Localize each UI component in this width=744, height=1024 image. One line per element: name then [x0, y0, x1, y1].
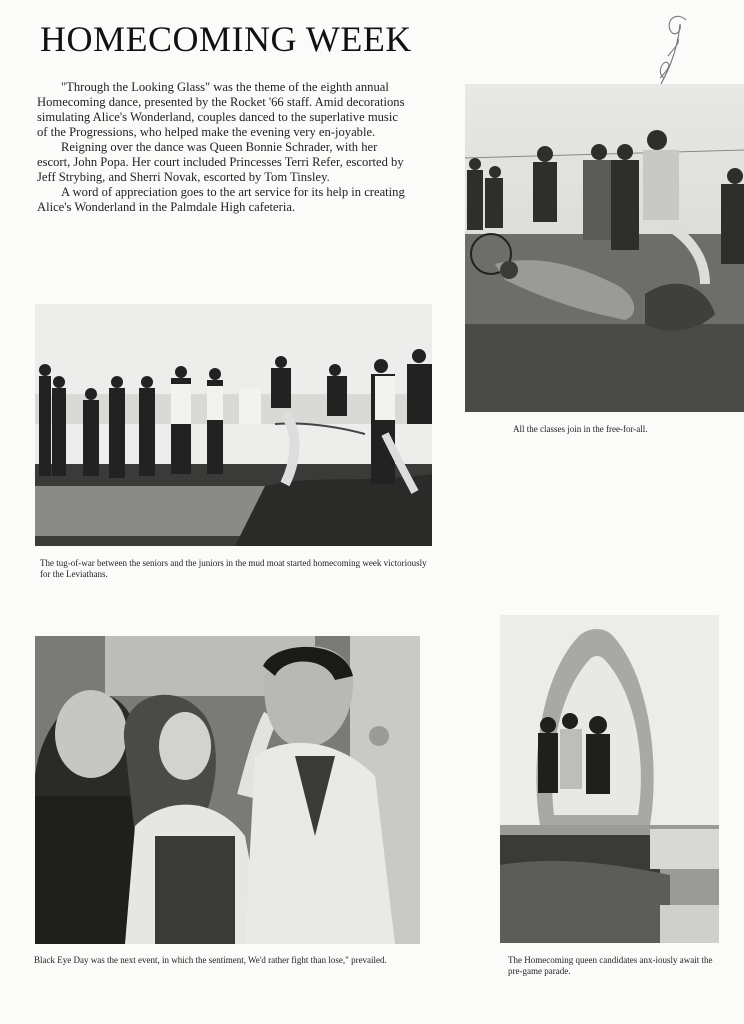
black-eye-day-photo — [35, 636, 420, 944]
queen-candidates-photo — [500, 615, 719, 943]
tug-of-war-caption: The tug-of-war between the seniors and the juniors in the mud moat started homecoming week victoriously for the Leviathans. — [40, 558, 427, 579]
queen-candidates-caption: The Homecoming queen candidates anx-iously await the pre-game parade. — [508, 955, 713, 976]
page-title: HOMECOMING WEEK — [40, 19, 412, 59]
article-paragraph: "Through the Looking Glass" was the theme of the eighth annual Homecoming dance, presented by the Rocket '66 staff. Amid decorations simulating Alice's Wonderland, couples danced to the superlative music of the Progressions, who helped make the evening very en-joyable. — [37, 80, 405, 139]
article-body — [37, 80, 407, 215]
free-for-all-photo — [465, 84, 744, 412]
article-paragraph: Reigning over the dance was Queen Bonnie Schrader, with her escort, John Popa. Her court included Princesses Terri Refer, escorted by Jeff Strybing, and Sherri Novak, escorted by Tom Tinsley. — [37, 140, 404, 184]
article-paragraph: A word of appreciation goes to the art service for its help in creating Alice's Wonderland in the Palmdale High cafeteria. — [37, 185, 405, 214]
free-for-all-caption: All the classes join in the free-for-all. — [513, 424, 648, 434]
black-eye-day-caption: Black Eye Day was the next event, in which the sentiment, We'd rather fight than lose," prevailed. — [34, 955, 387, 965]
tug-of-war-photo — [35, 304, 432, 546]
